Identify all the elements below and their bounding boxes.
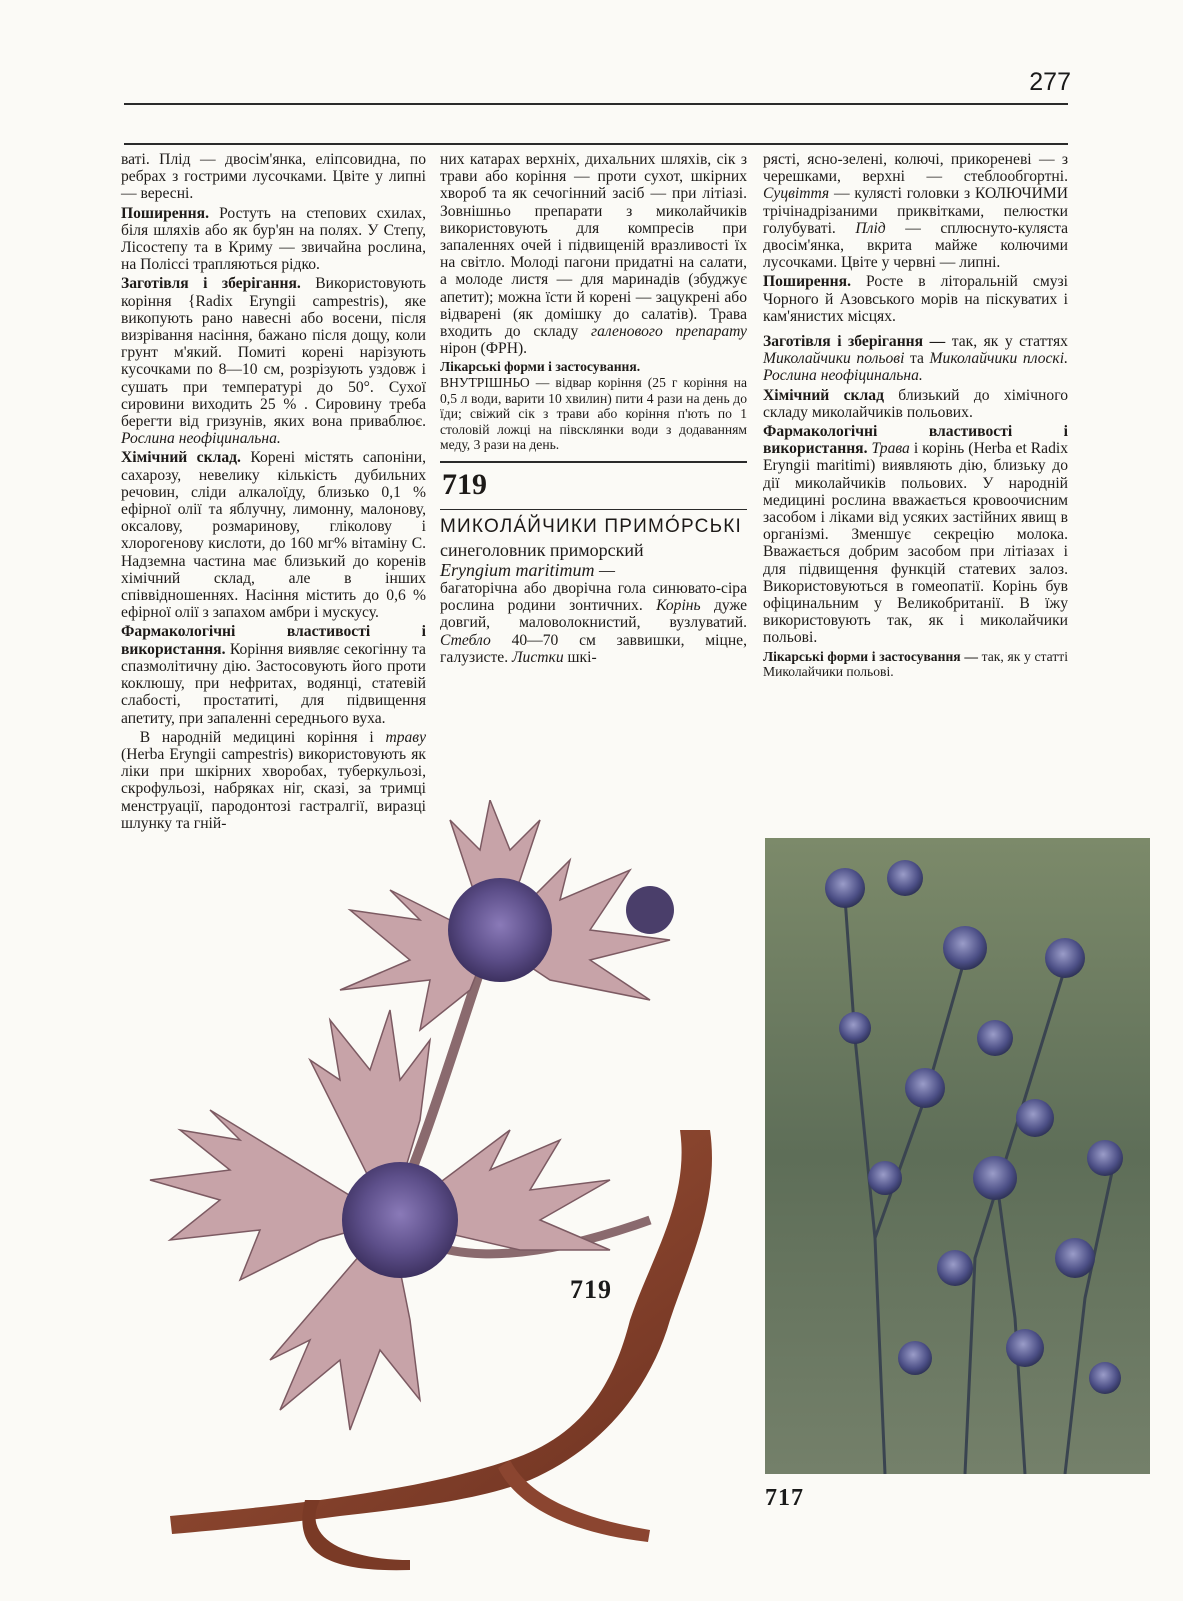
section-heading: Лікарські форми і застосування. <box>440 359 641 375</box>
paragraph-pharmacology: Фармакологічні властивості і використання. Коріння виявляє секогінну та спазмолітичну дію. Застосовують його проти коклюшу, при нефритах, водянці, статевій слабості, простатиті, для підвищення апетиту, при запаленні середнього вуха. <box>121 623 426 727</box>
section-heading: Поширення. <box>763 273 851 291</box>
text-column-2 <box>440 151 747 666</box>
paragraph-distribution: Поширення. Ростуть на степових схилах, біля шляхів або як бур'ян на полях. У Степу, Лісостепу та в Криму — звичайна рослина, на Поліссі трапляються рідко. <box>121 204 426 274</box>
header-rule <box>124 103 1068 105</box>
article-divider-thin <box>440 509 747 510</box>
article-title: МИКОЛА́ЙЧИКИ ПРИМО́РСЬКІ <box>440 516 743 537</box>
sea-holly-photo-svg <box>765 838 1150 1474</box>
paragraph: рясті, ясно-зелені, колючі, прикореневі — з черешками, верхні — стеблообгортні. Суцвіття — кулясті головки з КОЛЮЧИМИ трічінадрізаними приквітками, пелюстки голубуваті. Плід — сплюснуто-куляста двосім'янка, вкрита майже колючими лусочками. Цвіте у червні — липні. <box>763 151 1069 272</box>
paragraph-harvesting: Заготівля і зберігання — так, як у статтях Миколайчики польові та Миколайчики плоскі. Рослина неофіцинальна. <box>763 333 1068 385</box>
sea-holly-drawing <box>90 800 750 1590</box>
section-heading: Заготівля і зберігання. <box>121 275 301 293</box>
paragraph-dosage-forms: Лікарські форми і застосування. ВНУТРІШНЬО — відвар коріння (25 г коріння на 0,5 л води, варити 10 хвилин) пити 4 рази на день до їди; свіжий сік з трави або коріння п'ють по 1 столовій ложці на півсклянки води з додаванням меду, 3 рази на день. <box>440 359 747 453</box>
article-divider <box>440 461 747 463</box>
paragraph: ваті. Плід — двосім'янка, еліпсовидна, по ребрах з гострими лусочками. Цвіте у липні — вересні. <box>121 151 426 203</box>
paragraph-pharmacology: Фармакологічні властивості і використання. Трава і корінь (Herba et Radix Eryngii maritimi) виявляють дію, близьку до дії миколайчиків польових. У народній медицині рослина вважається кровоочисним засобом і ліками від усяких застійних явищ в організмі. Зменшує секрецію молока. Вважається добрим засобом при літіазах і для підвищення функцій статевих залоз. Використовуються в гомеопатії. Корінь був офіцинальним у Великобританії. В їжу використовують так, як і миколайчики польові. <box>763 423 1069 647</box>
article-synonym: синеголовник приморский <box>440 540 644 560</box>
section-heading: Фармакологічні властивості і використання. <box>121 623 426 658</box>
flower-bud <box>626 886 674 934</box>
page-number: 277 <box>1029 68 1071 96</box>
flower-head <box>448 878 552 982</box>
header-rule-2 <box>124 143 1068 145</box>
text-column-1 <box>121 151 426 832</box>
text-column-3 <box>763 151 1068 680</box>
paragraph-folk-medicine: В народній медицині коріння і траву (Herba Eryngii campestris) використовують як ліки при шкірних хворобах, туберкульозі, скрофульозі, набряках ніг, сказі, за тримці менструації, пародонтозі гастралгії, виразці шлунку та гній- <box>121 728 426 832</box>
flower-head <box>342 1162 458 1278</box>
section-heading: Лікарські форми і застосування — <box>763 648 978 664</box>
spiny-leaves <box>150 800 670 1430</box>
paragraph: них катарах верхніх, дихальних шляхів, сік з трави або коріння — проти сухот, шкірних хвороб та як сечогінний засіб — при літіазі. Зовнішньо препарати з миколайчиків використовують для компресів при запаленнях очей і підвищеній вразливості їх на світло. Молоді пагони придатні на салати, а молоде листя — для маринадів (збуджує апетит); можна їсти й корені — зацукрені або відварені (як домішку до салатів). Трава входить до складу галенового препарату нірон (ФРН). <box>440 151 747 358</box>
figure-caption-717: 717 <box>765 1485 804 1511</box>
figure-caption-719: 719 <box>570 1275 612 1304</box>
section-heading: Хімічний склад. <box>121 449 241 467</box>
paragraph-harvesting: Заготівля і зберігання. Використовують коріння {Radix Eryngii campestris), яке викопують рано навесні або восени, після визрівання насіння, бажано після дощу, коли грунт м'який. Помиті корені нарізують кусочками по 8—10 см, розрізують уздовж і сушать при температурі до 50°. Сухої сировини виходить 25 % . Сировину треба берегти від гризунів, яких вона приваблює. Рослина неофіцинальна. <box>121 275 426 448</box>
section-heading: Фармакологічні властивості і використання. <box>763 423 1068 458</box>
paragraph-chemistry: Хімічний склад близький до хімічного складу миколайчиків польових. <box>763 386 1068 421</box>
section-heading: Заготівля і зберігання — <box>763 333 946 351</box>
sea-holly-drawing-svg <box>90 800 750 1590</box>
paragraph-distribution: Поширення. Росте в літоральній смузі Чорного й Азовського морів на піскуватих і кам'янистих місцях. <box>763 273 1068 325</box>
latin-name: Eryngium maritimum — <box>440 560 615 580</box>
article-number: 719 <box>442 468 487 501</box>
paragraph-chemistry: Хімічний склад. Корені містять сапоніни, сахарозу, невелику кількість дубильних речовин, сліди алкалоїду, близько 0,1 % ефірної олії та яблучну, лимонну, малонову, оксалову, розмаринову, гліколову і хлорогенову кислоти, до 160 мг% вітаміну С. Надземна частина має близький до коренів хімічний склад, але в інших співвідношеннях. Насіння містить до 0,6 % ефірної олії з запахом амбри і мускусу. <box>121 449 426 622</box>
paragraph-description: багаторічна або дворічна гола синювато-сіра рослина родини зонтичних. Корінь дуже довгий, маловолокнистий, вузлуватий. Стебло 40—70 см заввишки, міцне, галузисте. Листки шкі- <box>440 580 747 666</box>
section-heading: Поширення. <box>121 204 209 222</box>
section-heading: Хімічний склад <box>763 386 884 404</box>
paragraph-dosage-forms: Лікарські форми і застосування — так, як у статті Миколайчики польові. <box>763 648 1068 680</box>
sea-holly-photo <box>765 838 1150 1474</box>
